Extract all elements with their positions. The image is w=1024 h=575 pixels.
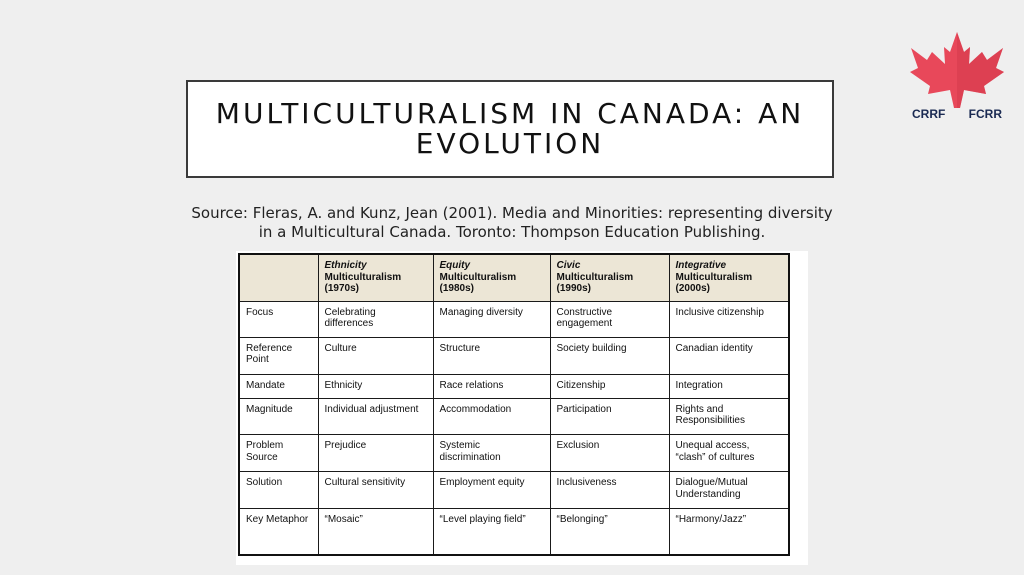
logo-right-text: FCRR <box>968 107 1002 121</box>
header-era-name: Ethnicity <box>324 260 367 271</box>
header-era-name: Equity <box>439 260 471 271</box>
title-box <box>186 80 834 178</box>
table-row <box>239 398 789 434</box>
table-cell: Unequal access, “clash” of cultures <box>669 435 789 472</box>
table-cell: “Mosaic” <box>318 509 433 555</box>
header-era-years: (2000s) <box>675 283 710 294</box>
table-cell: Celebrating differences <box>318 301 433 337</box>
table-cell: Managing diversity <box>433 301 550 337</box>
header-cell <box>318 254 433 301</box>
table-row <box>239 374 789 398</box>
row-label-cell: Magnitude <box>239 398 318 434</box>
table-cell: Participation <box>550 398 669 434</box>
header-cell <box>433 254 550 301</box>
table-cell: “Level playing field” <box>433 509 550 555</box>
header-era-word: Multiculturalism <box>675 271 753 283</box>
slide-title: MULTICULTURALISM IN CANADA: AN EVOLUTION <box>215 97 805 160</box>
table-row <box>239 509 789 555</box>
table-cell: Citizenship <box>550 374 669 398</box>
header-cell <box>550 254 669 301</box>
source-line-1: Source: Fleras, A. and Kunz, Jean (2001). Media and Minorities: representing diversity <box>191 204 833 222</box>
header-era-name: Integrative <box>675 260 727 271</box>
table-cell: Dialogue/Mutual Understanding <box>669 472 789 509</box>
table-cell: Exclusion <box>550 435 669 472</box>
table-cell: Prejudice <box>318 435 433 472</box>
header-era-word: Multiculturalism <box>556 271 634 283</box>
table-cell: “Harmony/Jazz” <box>669 509 789 555</box>
logo-left-text: CRRF <box>912 107 946 121</box>
row-label-cell: Solution <box>239 472 318 509</box>
table-cell: Ethnicity <box>318 374 433 398</box>
logo-text <box>906 107 1008 121</box>
table-cell: Individual adjustment <box>318 398 433 434</box>
table-row <box>239 472 789 509</box>
table-cell: Inclusiveness <box>550 472 669 509</box>
row-label-cell: Focus <box>239 301 318 337</box>
header-era-years: (1980s) <box>439 283 474 294</box>
header-era-word: Multiculturalism <box>324 271 402 283</box>
table-image <box>236 251 808 565</box>
table-cell: Rights and Responsibilities <box>669 398 789 434</box>
table-header-row <box>239 254 789 301</box>
table-cell: Inclusive citizenship <box>669 301 789 337</box>
crrf-logo <box>906 30 1008 122</box>
evolution-table <box>238 253 790 556</box>
header-era-name: Civic <box>556 260 581 271</box>
table-cell: Systemic discrimination <box>433 435 550 472</box>
table-cell: Employment equity <box>433 472 550 509</box>
table-cell: Accommodation <box>433 398 550 434</box>
table-cell: Constructive engagement <box>550 301 669 337</box>
table-cell: “Belonging” <box>550 509 669 555</box>
header-era-years: (1990s) <box>556 283 591 294</box>
table-cell: Structure <box>433 337 550 374</box>
row-label-cell: Mandate <box>239 374 318 398</box>
table-cell: Race relations <box>433 374 550 398</box>
header-cell <box>669 254 789 301</box>
table-row <box>239 435 789 472</box>
table-row <box>239 337 789 374</box>
table-row <box>239 301 789 337</box>
header-cell <box>239 254 318 301</box>
table-cell: Society building <box>550 337 669 374</box>
header-era-years: (1970s) <box>324 283 359 294</box>
row-label-cell: Key Metaphor <box>239 509 318 555</box>
table-cell: Cultural sensitivity <box>318 472 433 509</box>
source-line-2: in a Multicultural Canada. Toronto: Thompson Education Publishing. <box>258 223 766 241</box>
row-label-cell: Problem Source <box>239 435 318 472</box>
table-cell: Canadian identity <box>669 337 789 374</box>
table-cell: Integration <box>669 374 789 398</box>
source-citation <box>186 204 838 242</box>
row-label-cell: Reference Point <box>239 337 318 374</box>
header-era-word: Multiculturalism <box>439 271 517 283</box>
table-cell: Culture <box>318 337 433 374</box>
maple-leaf-icon <box>906 30 1008 110</box>
